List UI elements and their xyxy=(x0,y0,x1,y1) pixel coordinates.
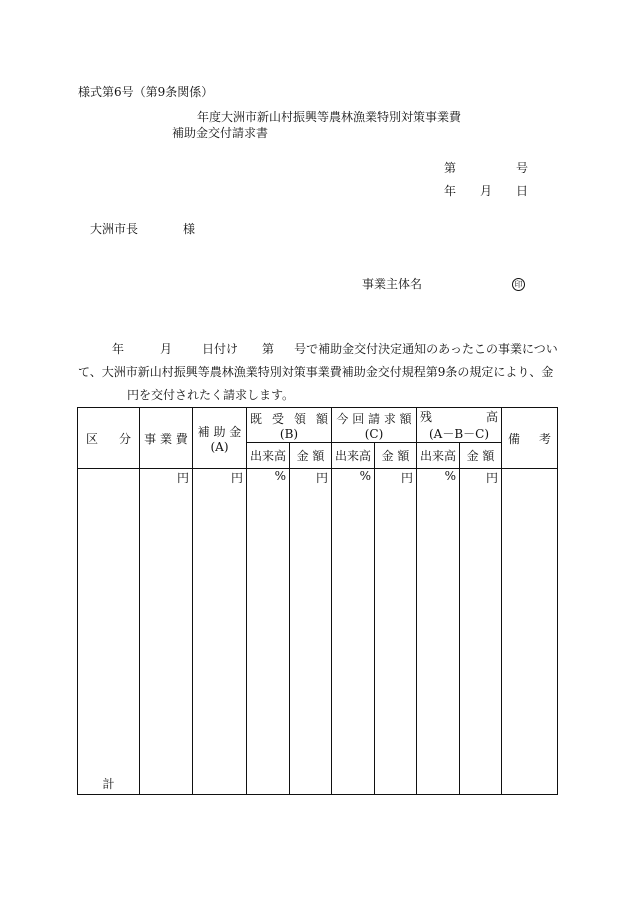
konkai-kingaku-cell: 円 xyxy=(375,469,417,795)
body-year: 年 xyxy=(112,342,125,356)
applicant-label: 事業主体名 xyxy=(362,277,423,291)
body-line-3: 円を交付されたく請求します。 xyxy=(127,388,295,402)
total-label-cell xyxy=(78,469,140,795)
seal-mark xyxy=(512,276,525,291)
form-number: 様式第6号（第9条関係） xyxy=(78,85,214,99)
body-number-text: 号で補助金交付決定通知のあったこの事業につい xyxy=(294,342,558,356)
header-jigyohi: 事 業 費 xyxy=(140,408,193,469)
body-date-suffix: 日付け xyxy=(202,342,239,356)
header-hojokin: 補 助 金 (A) xyxy=(193,408,247,469)
addressee-title: 大洲市長 xyxy=(90,222,139,236)
header-zan-dekidaka: 出来高 xyxy=(417,443,460,469)
kiju-kingaku-cell: 円 xyxy=(290,469,332,795)
header-konkai-kingaku: 金 額 xyxy=(375,443,417,469)
header-kiju-kingaku: 金 額 xyxy=(290,443,332,469)
title-line-2: 補助金交付請求書 xyxy=(172,126,269,140)
body-month: 月 xyxy=(160,342,173,356)
header-zan-kingaku: 金 額 xyxy=(460,443,502,469)
body-line-2: て、大洲市新山村振興等農林漁業特別対策事業費補助金交付規程第9条の規定により、金 xyxy=(78,365,554,379)
body-number-dai: 第 xyxy=(262,342,275,356)
header-konkai: 今 回 請 求 額 (C) xyxy=(332,408,417,443)
header-zan: 残 高 (A－B－C) xyxy=(417,408,502,443)
hojokin-cell: 円 xyxy=(193,469,247,795)
document-number-go: 号 xyxy=(516,161,529,175)
document-number-dai: 第 xyxy=(444,161,457,175)
total-label: 計 xyxy=(102,777,115,791)
kiju-dekidaka-cell: % xyxy=(247,469,290,795)
jigyohi-cell: 円 xyxy=(140,469,193,795)
seal-icon: 印 xyxy=(512,278,525,291)
header-kiju-dekidaka: 出来高 xyxy=(247,443,290,469)
header-kiju: 既 受 領 額 (B) xyxy=(247,408,332,443)
claim-table xyxy=(77,407,558,795)
body-line-1 xyxy=(112,340,558,357)
addressee-honorific: 様 xyxy=(183,222,196,236)
date-day: 日 xyxy=(516,184,529,198)
konkai-dekidaka-cell: % xyxy=(332,469,375,795)
title-line-1: 年度大洲市新山村振興等農林漁業特別対策事業費 xyxy=(197,110,462,124)
zan-kingaku-cell: 円 xyxy=(460,469,502,795)
date-month: 月 xyxy=(480,184,493,198)
date-year: 年 xyxy=(444,184,457,198)
header-kubun: 区 分 xyxy=(78,408,140,469)
header-biko: 備 考 xyxy=(502,408,558,469)
biko-cell xyxy=(502,469,558,795)
zan-dekidaka-cell: % xyxy=(417,469,460,795)
header-konkai-dekidaka: 出来高 xyxy=(332,443,375,469)
